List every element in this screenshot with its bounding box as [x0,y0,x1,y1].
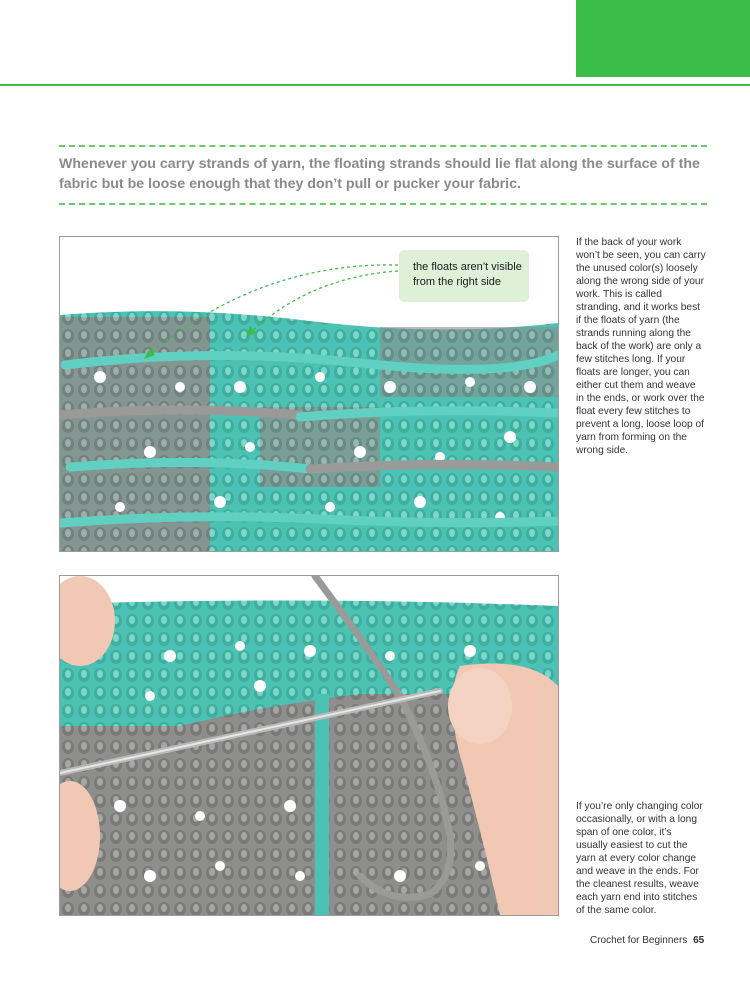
sidebar-text-stranding: If the back of your work won’t be seen, you can carry the unused color(s) loosely along the wrong side of your work. This is called stranding, and it works best if the floats of yarn (the strands running along the back of the work) are only a few stitches long. If your floats are longer, you can either cut them and weave in the ends, or work over the float every few stitches to prevent a long, loose loop of yarn from forming on the wrong side. [576,237,706,456]
chapter-tab [576,0,750,77]
page-number: 65 [693,935,705,946]
header-rule [0,84,750,86]
callout-bottom-divider [59,203,707,205]
page-footer [590,935,730,946]
book-title: Crochet for Beginners [590,935,688,946]
floats-annotation-line1: the floats aren’t visible [413,261,522,273]
weaving-ends-photo [59,575,559,916]
floats-annotation-line2: from the right side [413,276,502,288]
callout-top-divider [59,145,707,147]
floats-annotation [399,250,529,302]
callout-text: Whenever you carry strands of yarn, the floating strands should lie flat along the surface of the fabric but be loose enough that they don’t pull or pucker your fabric. [59,156,700,192]
sidebar-text-weaving: If you’re only changing color occasionally, or with a long span of one color, it’s usually easiest to cut the yarn at every color change and weave in the ends. For the cleanest results, weave each yarn end into stitches of the same color. [576,801,703,916]
